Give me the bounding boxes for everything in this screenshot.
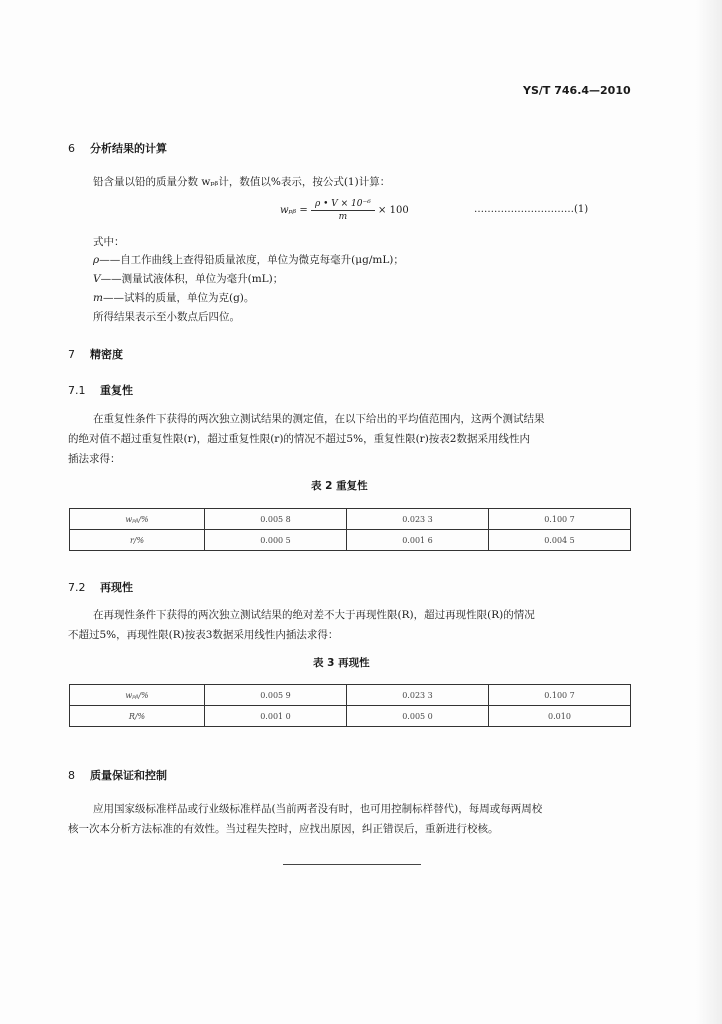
- table-cell: 0.100 7: [489, 509, 631, 530]
- section-title: 精密度: [90, 348, 123, 361]
- formula-lhs: wₚᵦ =: [280, 205, 308, 216]
- symbol-v-line: [93, 269, 283, 289]
- formula-denominator: m: [338, 212, 348, 222]
- symbol-m-line: [93, 288, 254, 308]
- section-8-heading: [68, 767, 167, 783]
- table-row: [70, 509, 631, 530]
- table-row: [70, 530, 631, 551]
- repeatability-line-2: 的绝对值不超过重复性限(r)，超过重复性限(r)的情况不超过5%，重复性限(r)按表2数据采用线性内: [68, 433, 530, 445]
- formula-numerator: ρ • V × 10⁻⁶: [311, 199, 375, 211]
- table-cell: 0.005 9: [205, 685, 347, 706]
- table-cell: 0.005 0: [347, 706, 489, 727]
- section-7-2-heading: [68, 579, 133, 595]
- table-cell: 0.000 5: [205, 530, 347, 551]
- section-7-heading: [68, 346, 123, 362]
- section-number: 7: [68, 348, 75, 361]
- symbol-desc: ——测量试液体积，单位为毫升(mL)；: [100, 273, 284, 285]
- symbol: m: [93, 292, 103, 304]
- formula-fraction: [311, 199, 375, 222]
- end-rule: [283, 864, 421, 865]
- section-number: 8: [68, 769, 75, 782]
- repeatability-line-3: 插法求得：: [68, 453, 121, 465]
- symbol-desc: ——自工作曲线上查得铅质量浓度，单位为微克每毫升(μg/mL)；: [99, 254, 404, 266]
- table-cell: R/%: [70, 706, 205, 727]
- table-3-reproducibility: [69, 684, 631, 727]
- table-cell: 0.005 8: [205, 509, 347, 530]
- reproducibility-line-1: 在再现性条件下获得的两次独立测试结果的绝对差不大于再现性限(R)，超过再现性限(R)的情况: [93, 609, 535, 621]
- table-cell: 0.023 3: [347, 685, 489, 706]
- table-cell: 0.001 0: [205, 706, 347, 727]
- result-note: 所得结果表示至小数点后四位。: [93, 311, 240, 323]
- table-cell: 0.100 7: [489, 685, 631, 706]
- quality-line-2: 核一次本分析方法标准的有效性。当过程失控时，应找出原因，纠正错误后，重新进行校核。: [68, 823, 499, 835]
- subsection-title: 重复性: [100, 384, 133, 397]
- standard-code: YS/T 746.4—2010: [523, 84, 631, 97]
- table-cell: r/%: [70, 530, 205, 551]
- symbol-rho-line: [93, 250, 404, 270]
- table-2-repeatability: [69, 508, 631, 551]
- where-label: 式中：: [93, 236, 125, 248]
- subsection-title: 再现性: [100, 581, 133, 594]
- table-cell: wₚᵦ/%: [70, 685, 205, 706]
- table-cell: 0.023 3: [347, 509, 489, 530]
- repeatability-line-1: 在重复性条件下获得的两次独立测试结果的测定值，在以下给出的平均值范围内，这两个测试结果: [93, 413, 545, 425]
- section-number: 6: [68, 142, 75, 155]
- section-7-1-heading: [68, 382, 133, 398]
- section-title: 质量保证和控制: [90, 769, 167, 782]
- symbol: V: [93, 273, 101, 285]
- page-edge-shadow: [696, 0, 722, 1024]
- subsection-number: 7.2: [68, 581, 86, 594]
- table-cell: 0.004 5: [489, 530, 631, 551]
- section-6-heading: [68, 140, 167, 156]
- table-cell: wₚᵦ/%: [70, 509, 205, 530]
- reproducibility-line-2: 不超过5%，再现性限(R)按表3数据采用线性内插法求得：: [68, 629, 339, 641]
- formula-rhs: × 100: [378, 205, 409, 216]
- formula-number: …………………………(1): [474, 204, 589, 215]
- section-title: 分析结果的计算: [90, 142, 167, 155]
- table-2-caption: 表 2 重复性: [311, 480, 368, 492]
- formula-1: [280, 199, 409, 222]
- symbol-desc: ——试料的质量，单位为克(g)。: [102, 292, 255, 304]
- symbol: ρ: [93, 254, 100, 266]
- table-cell: 0.010: [489, 706, 631, 727]
- subsection-number: 7.1: [68, 384, 86, 397]
- section-6-intro: 铅含量以铅的质量分数 wₚᵦ计，数值以%表示，按公式(1)计算：: [93, 176, 391, 188]
- table-row: [70, 685, 631, 706]
- table-cell: 0.001 6: [347, 530, 489, 551]
- table-row: [70, 706, 631, 727]
- table-3-caption: 表 3 再现性: [313, 657, 370, 669]
- quality-line-1: 应用国家级标准样品或行业级标准样品(当前两者没有时，也可用控制标样替代)，每周或每两周校: [93, 803, 543, 815]
